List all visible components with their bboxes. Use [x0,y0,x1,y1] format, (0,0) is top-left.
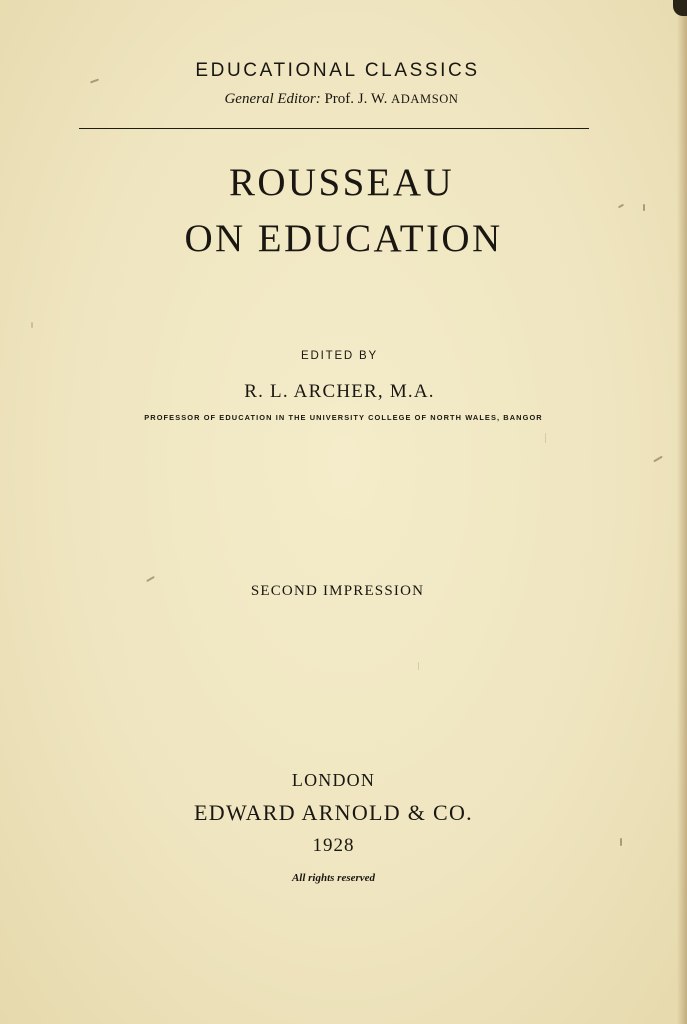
book-title-line-2: ON EDUCATION [184,217,503,260]
paper-speck [545,433,546,443]
general-editor-surname: ADAMSON [391,92,459,106]
general-editor-line [0,91,685,108]
edited-by-label: EDITED BY [301,350,378,362]
header-rule [79,128,589,129]
editor-affiliation: PROFESSOR OF EDUCATION IN THE UNIVERSITY COLLEGE OF NORTH WALES, BANGOR [144,413,543,422]
general-editor-role: General Editor: [224,91,321,107]
page-corner [673,0,687,16]
paper-speck [418,662,419,670]
page-edge-shadow [677,0,687,1024]
paper-speck [643,204,645,211]
editor-name: R. L. ARCHER, M.A. [244,381,435,402]
imprint-publisher: EDWARD ARNOLD & CO. [194,800,473,825]
imprint-place: LONDON [291,770,376,790]
paper-speck [31,322,33,328]
series-title: EDUCATIONAL CLASSICS [195,60,480,81]
imprint-year: 1928 [312,835,355,856]
impression-note: SECOND IMPRESSION [250,583,425,599]
book-title-line-1: ROUSSEAU [228,161,455,204]
paper-speck [146,576,155,582]
paper-speck [653,456,663,463]
general-editor-prefix: Prof. J. W. [324,91,388,107]
rights-notice: All rights reserved [291,872,376,884]
